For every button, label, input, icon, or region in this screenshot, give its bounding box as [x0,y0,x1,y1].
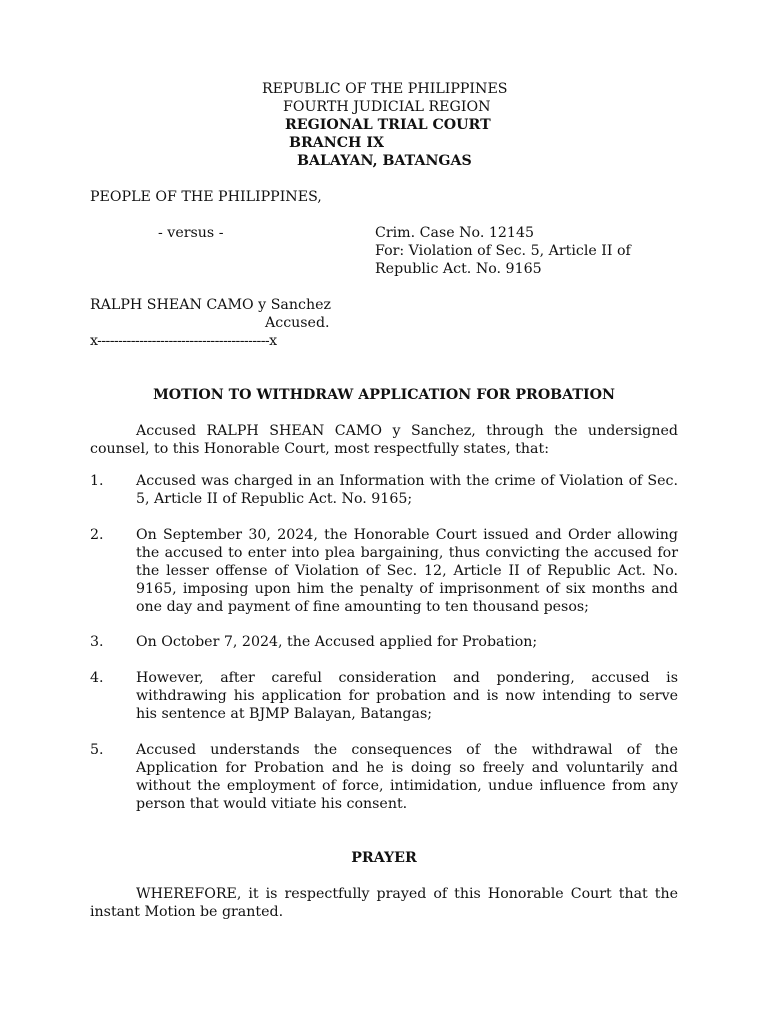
item-number: 3. [90,634,104,650]
plaintiff: PEOPLE OF THE PHILIPPINES, [90,189,322,205]
header-branch: BRANCH IX [289,135,385,151]
prayer-heading: PRAYER [351,850,417,866]
header-region: FOURTH JUDICIAL REGION [283,99,491,115]
item-text: Accused was charged in an Information with the crime of Violation of Sec. 5, Article II of Republic Act. No. 9165; [136,473,678,507]
item-text: On September 30, 2024, the Honorable Court issued and Order allowing the accused to enter into plea bargaining, thus convicting the accused for the lesser offense of Violation of Sec. 12, Article II of Republic Act. No. 9165, imposing upon him the penalty of imprisonment of six months and one day and payment of fine amounting to ten thousand pesos; [136,527,678,615]
header-republic: REPUBLIC OF THE PHILIPPINES [262,81,508,97]
item-number: 1. [90,473,104,489]
header-location: BALAYAN, BATANGAS [297,153,472,169]
item-text: On October 7, 2024, the Accused applied for Probation; [136,634,538,650]
item-number: 4. [90,670,104,686]
header-court: REGIONAL TRIAL COURT [285,117,491,133]
accused-label: Accused. [265,315,330,331]
case-act: Republic Act. No. 9165 [375,261,542,277]
intro-paragraph: Accused RALPH SHEAN CAMO y Sanchez, through the undersigned counsel, to this Honorable Court, most respectfully states, that: [90,423,678,457]
caption-separator: x-----------------------------------------x [90,333,277,349]
item-number: 2. [90,527,104,543]
item-text: Accused understands the consequences of the withdrawal of the Application for Probation and he is doing so freely and voluntarily and without the employment of force, intimidation, undue influence from any person that would vitiate his consent. [136,742,678,812]
item-number: 5. [90,742,104,758]
case-number: Crim. Case No. 12145 [375,225,535,241]
accused-name: RALPH SHEAN CAMO y Sanchez [90,297,331,313]
motion-title: MOTION TO WITHDRAW APPLICATION FOR PROBATION [153,387,615,403]
prayer-paragraph: WHEREFORE, it is respectfully prayed of this Honorable Court that the instant Motion be granted. [90,886,678,920]
item-text: However, after careful consideration and pondering, accused is withdrawing his application for probation and is now intending to serve his sentence at BJMP Balayan, Batangas; [136,670,678,722]
case-offense: For: Violation of Sec. 5, Article II of [375,243,631,259]
versus-label: - versus - [158,225,224,241]
